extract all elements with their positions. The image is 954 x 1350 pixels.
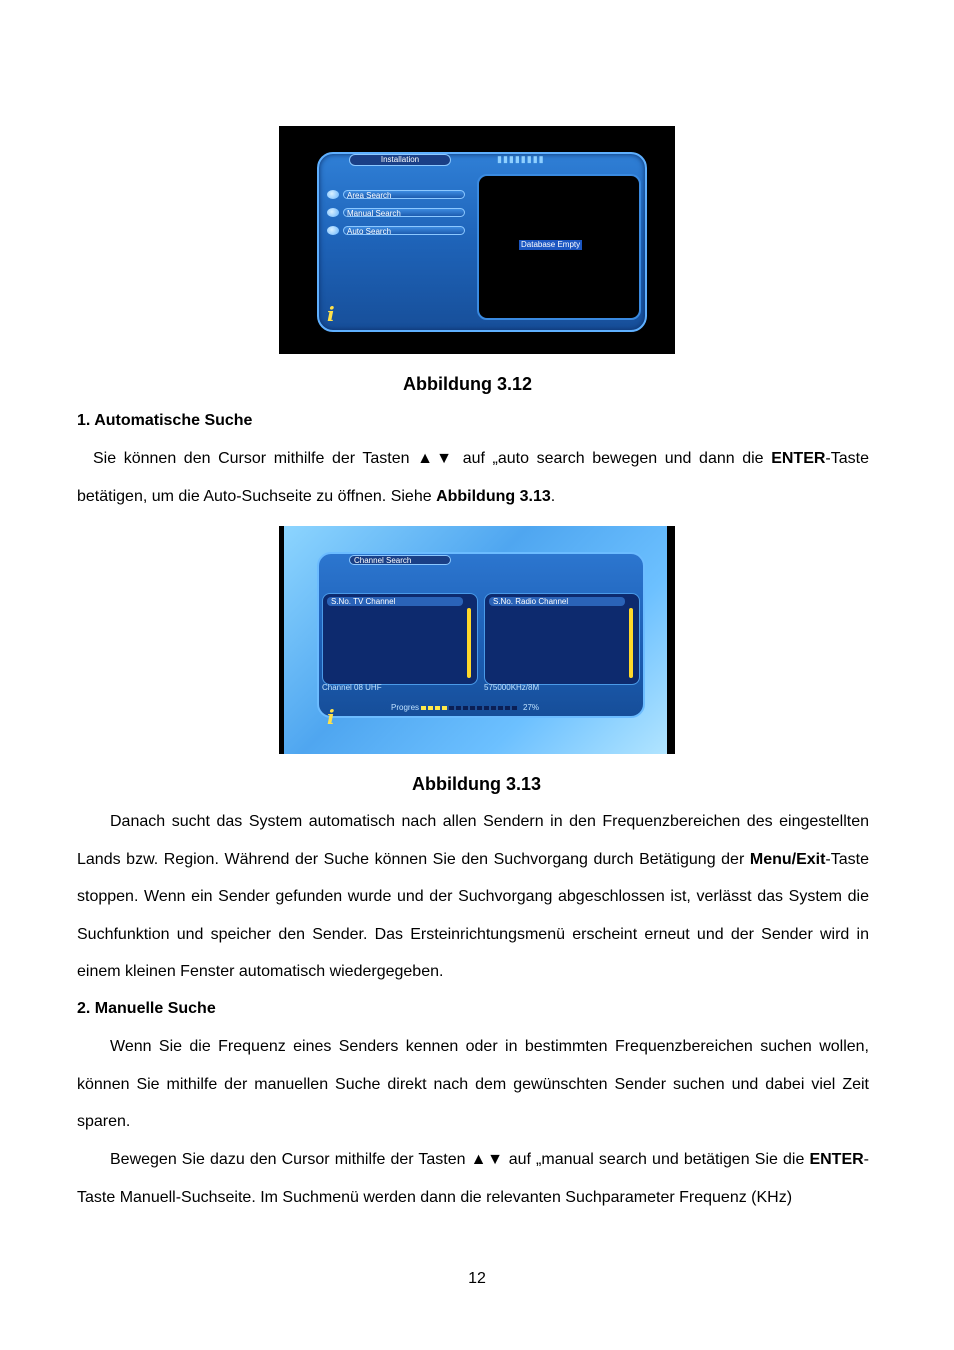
menu-title: Installation	[349, 154, 451, 166]
progress-percent: 27%	[523, 703, 540, 712]
tv-channel-list	[322, 593, 478, 685]
radio-channel-list	[484, 593, 640, 685]
preview-panel	[477, 174, 641, 320]
channel-search-screenshot	[279, 526, 675, 754]
channel-info: Channel 08 UHF	[322, 683, 382, 692]
paragraph: Wenn Sie die Frequenz eines Senders kennen oder in bestimmten Frequenzbereichen suchen wollen, können Sie mithilfe der manuellen Suche direkt nach dem gewünschten Sender suchen und dabei viel Zeit sparen.	[77, 1038, 869, 1130]
database-status: Database Empty	[521, 240, 581, 249]
figure-caption: Abbildung 3.12	[403, 374, 533, 394]
menu-item-label: Manual Search	[343, 208, 465, 217]
scrollbar[interactable]	[629, 608, 633, 678]
paragraph: Sie können den Cursor mithilfe der Tasten ▲▼ auf „auto search bewegen und dann die ENTER-Taste betätigen, um die Auto-Suchseite zu öffnen. Siehe Abbildung 3.13.	[77, 450, 869, 505]
frequency-info: 575000KHz/8M	[484, 683, 540, 692]
progress-label: Progres	[391, 703, 420, 712]
radio-channel-header: S.No. Radio Channel	[489, 597, 625, 606]
page-number: 12	[468, 1270, 486, 1287]
progress-bar	[421, 706, 517, 710]
paragraph: Bewegen Sie dazu den Cursor mithilfe der Tasten ▲▼ auf „manual search und betätigen Sie die ENTER-Taste Manuell-Suchseite. Im Suchmenü werden dann die relevanten Suchparameter Frequenz (KHz)	[77, 1151, 869, 1206]
info-icon: i	[327, 705, 335, 729]
info-icon: i	[327, 302, 335, 326]
menu-item-label: Auto Search	[343, 226, 465, 235]
progress-fill	[421, 706, 447, 710]
section-heading: 2. Manuelle Suche	[77, 1000, 216, 1017]
section-heading: 1. Automatische Suche	[77, 412, 253, 429]
menu-item-label: Area Search	[343, 190, 465, 199]
bullet-icon	[327, 208, 339, 217]
figure-caption: Abbildung 3.13	[412, 774, 542, 794]
installation-screenshot	[279, 126, 675, 354]
signal-bars-decoration: ▮▮▮▮▮▮▮▮	[497, 154, 545, 164]
bullet-icon	[327, 226, 339, 235]
tv-channel-header: S.No. TV Channel	[327, 597, 463, 606]
scrollbar[interactable]	[467, 608, 471, 678]
paragraph: Danach sucht das System automatisch nach allen Sendern in den Frequenzbereichen des eingestellten Lands bzw. Region. Während der Suche können Sie den Suchvorgang durch Betätigung der Menu/Exit-Taste stoppen. Wenn ein Sender gefunden wurde und der Suchvorgang abgeschlossen ist, verlässt das System die Suchfunktion und speicher den Sender. Das Ersteinrichtungsmenü erscheint erneut und der Sender wird in einem kleinen Fenster automatisch wiedergegeben.	[77, 813, 869, 980]
bullet-icon	[327, 190, 339, 199]
search-title: Channel Search	[349, 555, 451, 565]
